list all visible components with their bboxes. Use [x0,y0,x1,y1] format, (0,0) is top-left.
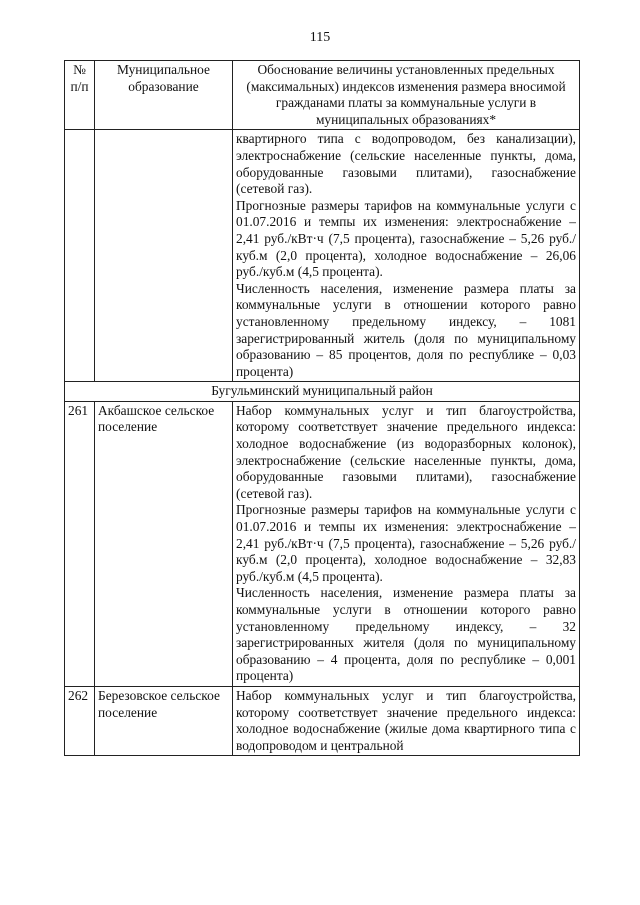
row-number: 261 [65,401,95,686]
table-row [65,686,580,755]
header-num: № п/п [65,61,95,130]
district-row [65,382,580,402]
justification-paragraph: Набор коммунальных услуг и тип благоустройства, которому соответствует значение предельного индекса: холодное водоснабжение (из водоразборных колонок), электроснабжение (сельские населенные пункты, дома, оборудованные газовыми плитами), газоснабжение (сетевой газ). [236,402,576,501]
municipality-name: Акбашское сельское поселение [95,401,233,686]
continuation-num-cell [65,130,95,382]
header-municipality: Муниципальное образование [95,61,233,130]
justification-cell [233,686,580,755]
justification-paragraph: Численность населения, изменение размера платы за коммунальные услуги в отношении которого равно установленному предельному индексу, – 32 зарегистрированных жителя (доля по муниципальному образованию – 4 процента, доля по республике – 0,001 процента) [236,585,576,684]
justification-paragraph: Набор коммунальных услуг и тип благоустройства, которому соответствует значение предельного индекса: холодное водоснабжение (жилые дома квартирного типа с водопроводом и центральной [236,687,576,753]
header-justification: Обоснование величины установленных предельных (максимальных) индексов изменения размера вносимой гражданами платы за коммунальные услуги в муниципальных образованиях* [233,61,580,130]
page-number: 115 [309,30,331,45]
continuation-paragraph: квартирного типа с водопроводом, без канализации), электроснабжение (сельские населенные пункты, дома, оборудованные газовыми плитами), газоснабжение (сетевой газ). [236,131,576,197]
continuation-row [65,130,580,382]
continuation-paragraph: Численность населения, изменение размера платы за коммунальные услуги в отношении которого равно установленному предельному индексу, – 1081 зарегистрированный житель (доля по муниципальному образованию – 85 процентов, доля по республике – 0,03 процента) [236,280,576,379]
justification-paragraph: Прогнозные размеры тарифов на коммунальные услуги с 01.07.2016 и темпы их изменения: электроснабжение – 2,41 руб./кВт·ч (7,5 процента), газоснабжение – 5,26 руб./куб.м (2,0 процента), холодное водоснабжение – 32,83 руб./куб.м (4,5 процента). [236,502,576,584]
tariff-table [64,60,580,756]
continuation-text-cell [233,130,580,382]
continuation-paragraph: Прогнозные размеры тарифов на коммунальные услуги с 01.07.2016 и темпы их изменения: электроснабжение – 2,41 руб./кВт·ч (7,5 процента), газоснабжение – 5,26 руб./куб.м (2,0 процента), холодное водоснабжение – 26,06 руб./куб.м (4,5 процента). [236,197,576,280]
row-number: 262 [65,686,95,755]
district-name: Бугульминский муниципальный район [65,382,580,402]
justification-cell [233,401,580,686]
table-row [65,401,580,686]
continuation-municipality-cell [95,130,233,382]
table-header-row [65,61,580,130]
municipality-name: Березовское сельское поселение [95,686,233,755]
